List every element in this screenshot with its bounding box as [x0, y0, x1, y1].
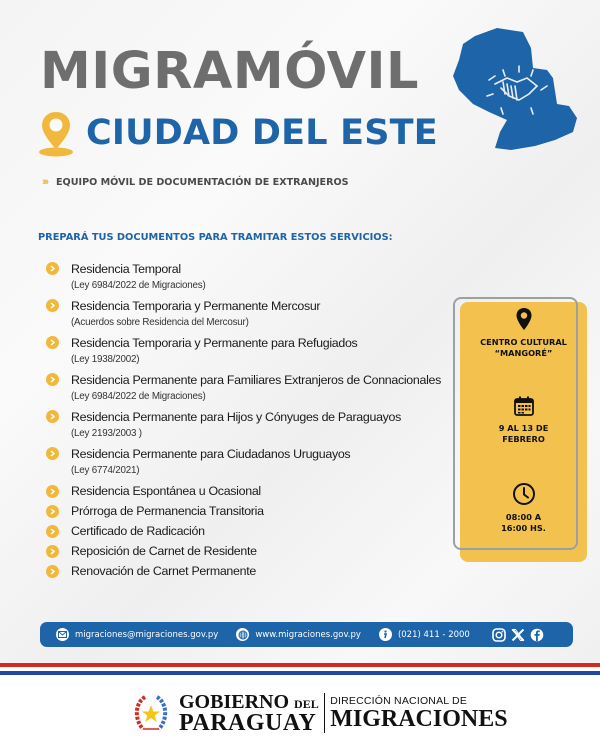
service-note: (Ley 6984/2022 de Migraciones) — [71, 280, 206, 291]
list-item — [46, 481, 446, 501]
triple-chevron-icon: ››› — [42, 176, 47, 188]
services-list — [46, 259, 446, 581]
chevron-right-icon — [46, 545, 59, 558]
service-note: (Ley 1938/2002) — [71, 354, 140, 365]
venue-name-line2: “MANGORÉ” — [494, 348, 553, 358]
service-note: (Ley 6984/2022 de Migraciones) — [71, 391, 206, 402]
list-item — [46, 561, 446, 581]
service-label: Certificado de Radicación — [71, 524, 205, 538]
flag-stripes-divider — [0, 663, 600, 675]
contact-bar — [40, 622, 573, 647]
city-name: CIUDAD DEL ESTE — [86, 113, 438, 153]
service-label: Renovación de Carnet Permanente — [71, 564, 256, 578]
chevron-right-icon — [46, 447, 59, 460]
list-item — [46, 444, 446, 481]
gov-word-del: DEL — [294, 697, 319, 711]
contact-website[interactable] — [236, 628, 361, 641]
chevron-right-icon — [46, 410, 59, 423]
info-card-outline — [453, 297, 578, 550]
chevron-right-icon — [46, 336, 59, 349]
chevron-right-icon — [46, 262, 59, 275]
logo-divider — [324, 693, 326, 733]
subtitle: EQUIPO MÓVIL DE DOCUMENTACIÓN DE EXTRANJEROS — [56, 176, 349, 188]
list-item — [46, 259, 446, 296]
service-label: Residencia Temporaria y Permanente para Refugiados — [71, 335, 358, 350]
list-item — [46, 333, 446, 370]
event-info-card — [453, 297, 587, 562]
service-label: Residencia Permanente para Familiares Extranjeros de Connacionales — [71, 372, 442, 387]
globe-icon — [236, 628, 249, 641]
service-note: (Ley 6774/2021) — [71, 465, 140, 476]
footer — [0, 675, 600, 750]
time-line2: 16:00 HS. — [501, 523, 546, 533]
list-item — [46, 407, 446, 444]
dnm-wordmark — [330, 695, 507, 731]
list-item — [46, 296, 446, 333]
social-links — [492, 628, 544, 642]
email-link[interactable]: migraciones@migraciones.gov.py — [75, 629, 219, 640]
service-note: (Acuerdos sobre Residencia del Mercosur) — [71, 317, 249, 328]
service-note: (Ley 2193/2003 ) — [71, 428, 142, 439]
instagram-icon[interactable] — [492, 628, 506, 642]
page-title: MIGRAMÓVIL — [40, 42, 420, 101]
date-line2: FEBRERO — [502, 434, 545, 444]
mail-icon — [56, 628, 69, 641]
services-heading: PREPARÁ TUS DOCUMENTOS PARA TRAMITAR ESTOS SERVICIOS: — [38, 232, 393, 243]
list-item — [46, 370, 446, 407]
dnm-line1: DIRECCIÓN NACIONAL DE — [330, 695, 468, 707]
info-icon — [379, 628, 392, 641]
paraguay-coat-of-arms-icon — [131, 693, 171, 733]
service-label: Residencia Permanente para Hijos y Cónyuges de Paraguayos — [71, 409, 402, 424]
website-link[interactable]: www.migraciones.gov.py — [255, 629, 361, 640]
service-label: Reposición de Carnet de Residente — [71, 544, 257, 558]
service-label: Residencia Temporal — [71, 261, 181, 276]
gov-word-paraguay: PARAGUAY — [179, 710, 317, 736]
contact-phone[interactable] — [379, 628, 470, 641]
chevron-right-icon — [46, 299, 59, 312]
list-item — [46, 501, 446, 521]
chevron-right-icon — [46, 485, 59, 498]
chevron-right-icon — [46, 565, 59, 578]
venue-name-line1: CENTRO CULTURAL — [480, 337, 567, 347]
list-item — [46, 541, 446, 561]
service-label: Prórroga de Permanencia Transitoria — [71, 504, 264, 518]
service-label: Residencia Temporaria y Permanente Mercosur — [71, 298, 321, 313]
chevron-right-icon — [46, 373, 59, 386]
government-wordmark — [179, 691, 319, 736]
city-row — [36, 108, 438, 158]
chevron-right-icon — [46, 505, 59, 518]
paraguay-map-handshake-icon — [445, 20, 580, 155]
chevron-right-icon — [46, 525, 59, 538]
phone-number[interactable]: (021) 411 - 2000 — [397, 629, 470, 640]
dnm-line2: MIGRACIONES — [330, 706, 508, 732]
service-label: Residencia Espontánea u Ocasional — [71, 484, 261, 498]
x-icon[interactable] — [511, 628, 525, 642]
list-item — [46, 521, 446, 541]
gov-word-gobierno: GOBIERNO — [179, 691, 290, 713]
service-label: Residencia Permanente para Ciudadanos Uruguayos — [71, 446, 351, 461]
government-logo — [131, 691, 508, 736]
time-line1: 08:00 A — [505, 512, 542, 522]
subtitle-row — [42, 176, 349, 188]
date-line1: 9 AL 13 DE — [498, 423, 549, 433]
contact-email[interactable] — [56, 628, 218, 641]
location-pin-icon — [36, 108, 76, 158]
facebook-icon[interactable] — [530, 628, 544, 642]
